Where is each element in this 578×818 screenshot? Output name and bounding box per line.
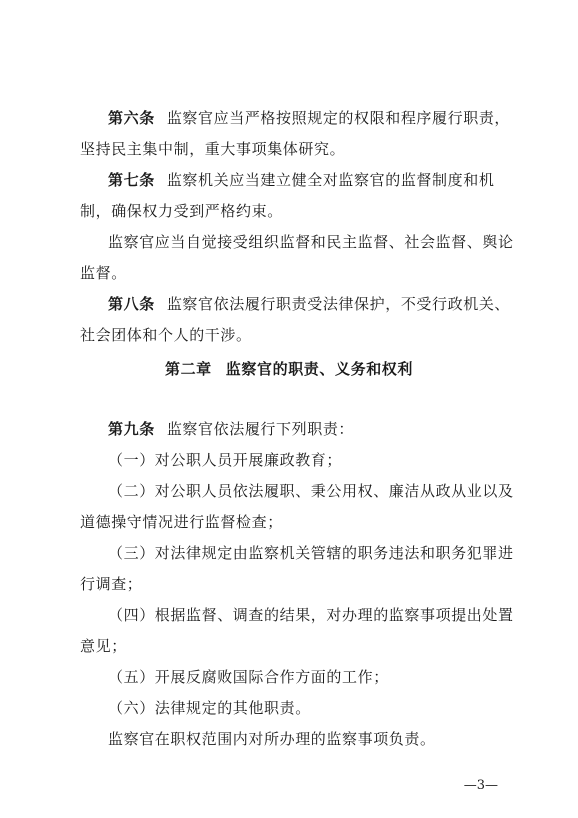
chapter-heading	[0, 358, 578, 379]
article-7-line-2: 制，确保权力受到严格约束。	[80, 202, 283, 220]
article-9-closing: 监察官在职权范围内对所办理的监察事项负责。	[108, 730, 436, 748]
chapter-title: 监察官的职责、义务和权利	[225, 360, 413, 378]
list-item: （六）法律规定的其他职责。	[108, 699, 311, 717]
article-7-para-2-line-1: 监察官应当自觉接受组织监督和民主监督、社会监督、舆论	[108, 233, 514, 251]
list-item: （三）对法律规定由监察机关管辖的职务违法和职务犯罪进	[108, 544, 514, 562]
article-label: 第六条	[108, 109, 155, 127]
article-9-intro	[108, 418, 354, 439]
page-number: —3—	[463, 778, 498, 793]
list-item: （一）对公职人员开展廉政教育；	[108, 451, 343, 469]
article-text: 监察官应当严格按照规定的权限和程序履行职责，	[166, 109, 511, 127]
article-text: 监察机关应当建立健全对监察官的监督制度和机	[166, 171, 495, 189]
article-7-line-1	[108, 169, 494, 190]
article-label: 第九条	[108, 420, 155, 438]
article-label: 第八条	[108, 295, 155, 313]
article-8-line-2: 社会团体和个人的干涉。	[80, 326, 252, 344]
list-item-continuation: 行调查；	[80, 575, 143, 593]
article-8-line-1	[108, 293, 510, 314]
list-item: （五）开展反腐败国际合作方面的工作；	[108, 668, 389, 686]
article-6-line-1	[108, 107, 510, 128]
article-7-para-2-line-2: 监督。	[80, 264, 127, 282]
chapter-number: 第二章	[164, 360, 212, 378]
list-item-continuation: 道德操守情况进行监督检查；	[80, 513, 283, 531]
article-6-line-2: 坚持民主集中制，重大事项集体研究。	[80, 140, 346, 158]
list-item-continuation: 意见；	[80, 637, 127, 655]
article-text: 监察官依法履行下列职责：	[166, 420, 355, 438]
article-text: 监察官依法履行职责受法律保护，不受行政机关、	[166, 295, 511, 313]
list-item: （四）根据监督、调查的结果，对办理的监察事项提出处置	[108, 606, 514, 624]
article-label: 第七条	[108, 171, 155, 189]
list-item: （二）对公职人员依法履职、秉公用权、廉洁从政从业以及	[108, 482, 514, 500]
